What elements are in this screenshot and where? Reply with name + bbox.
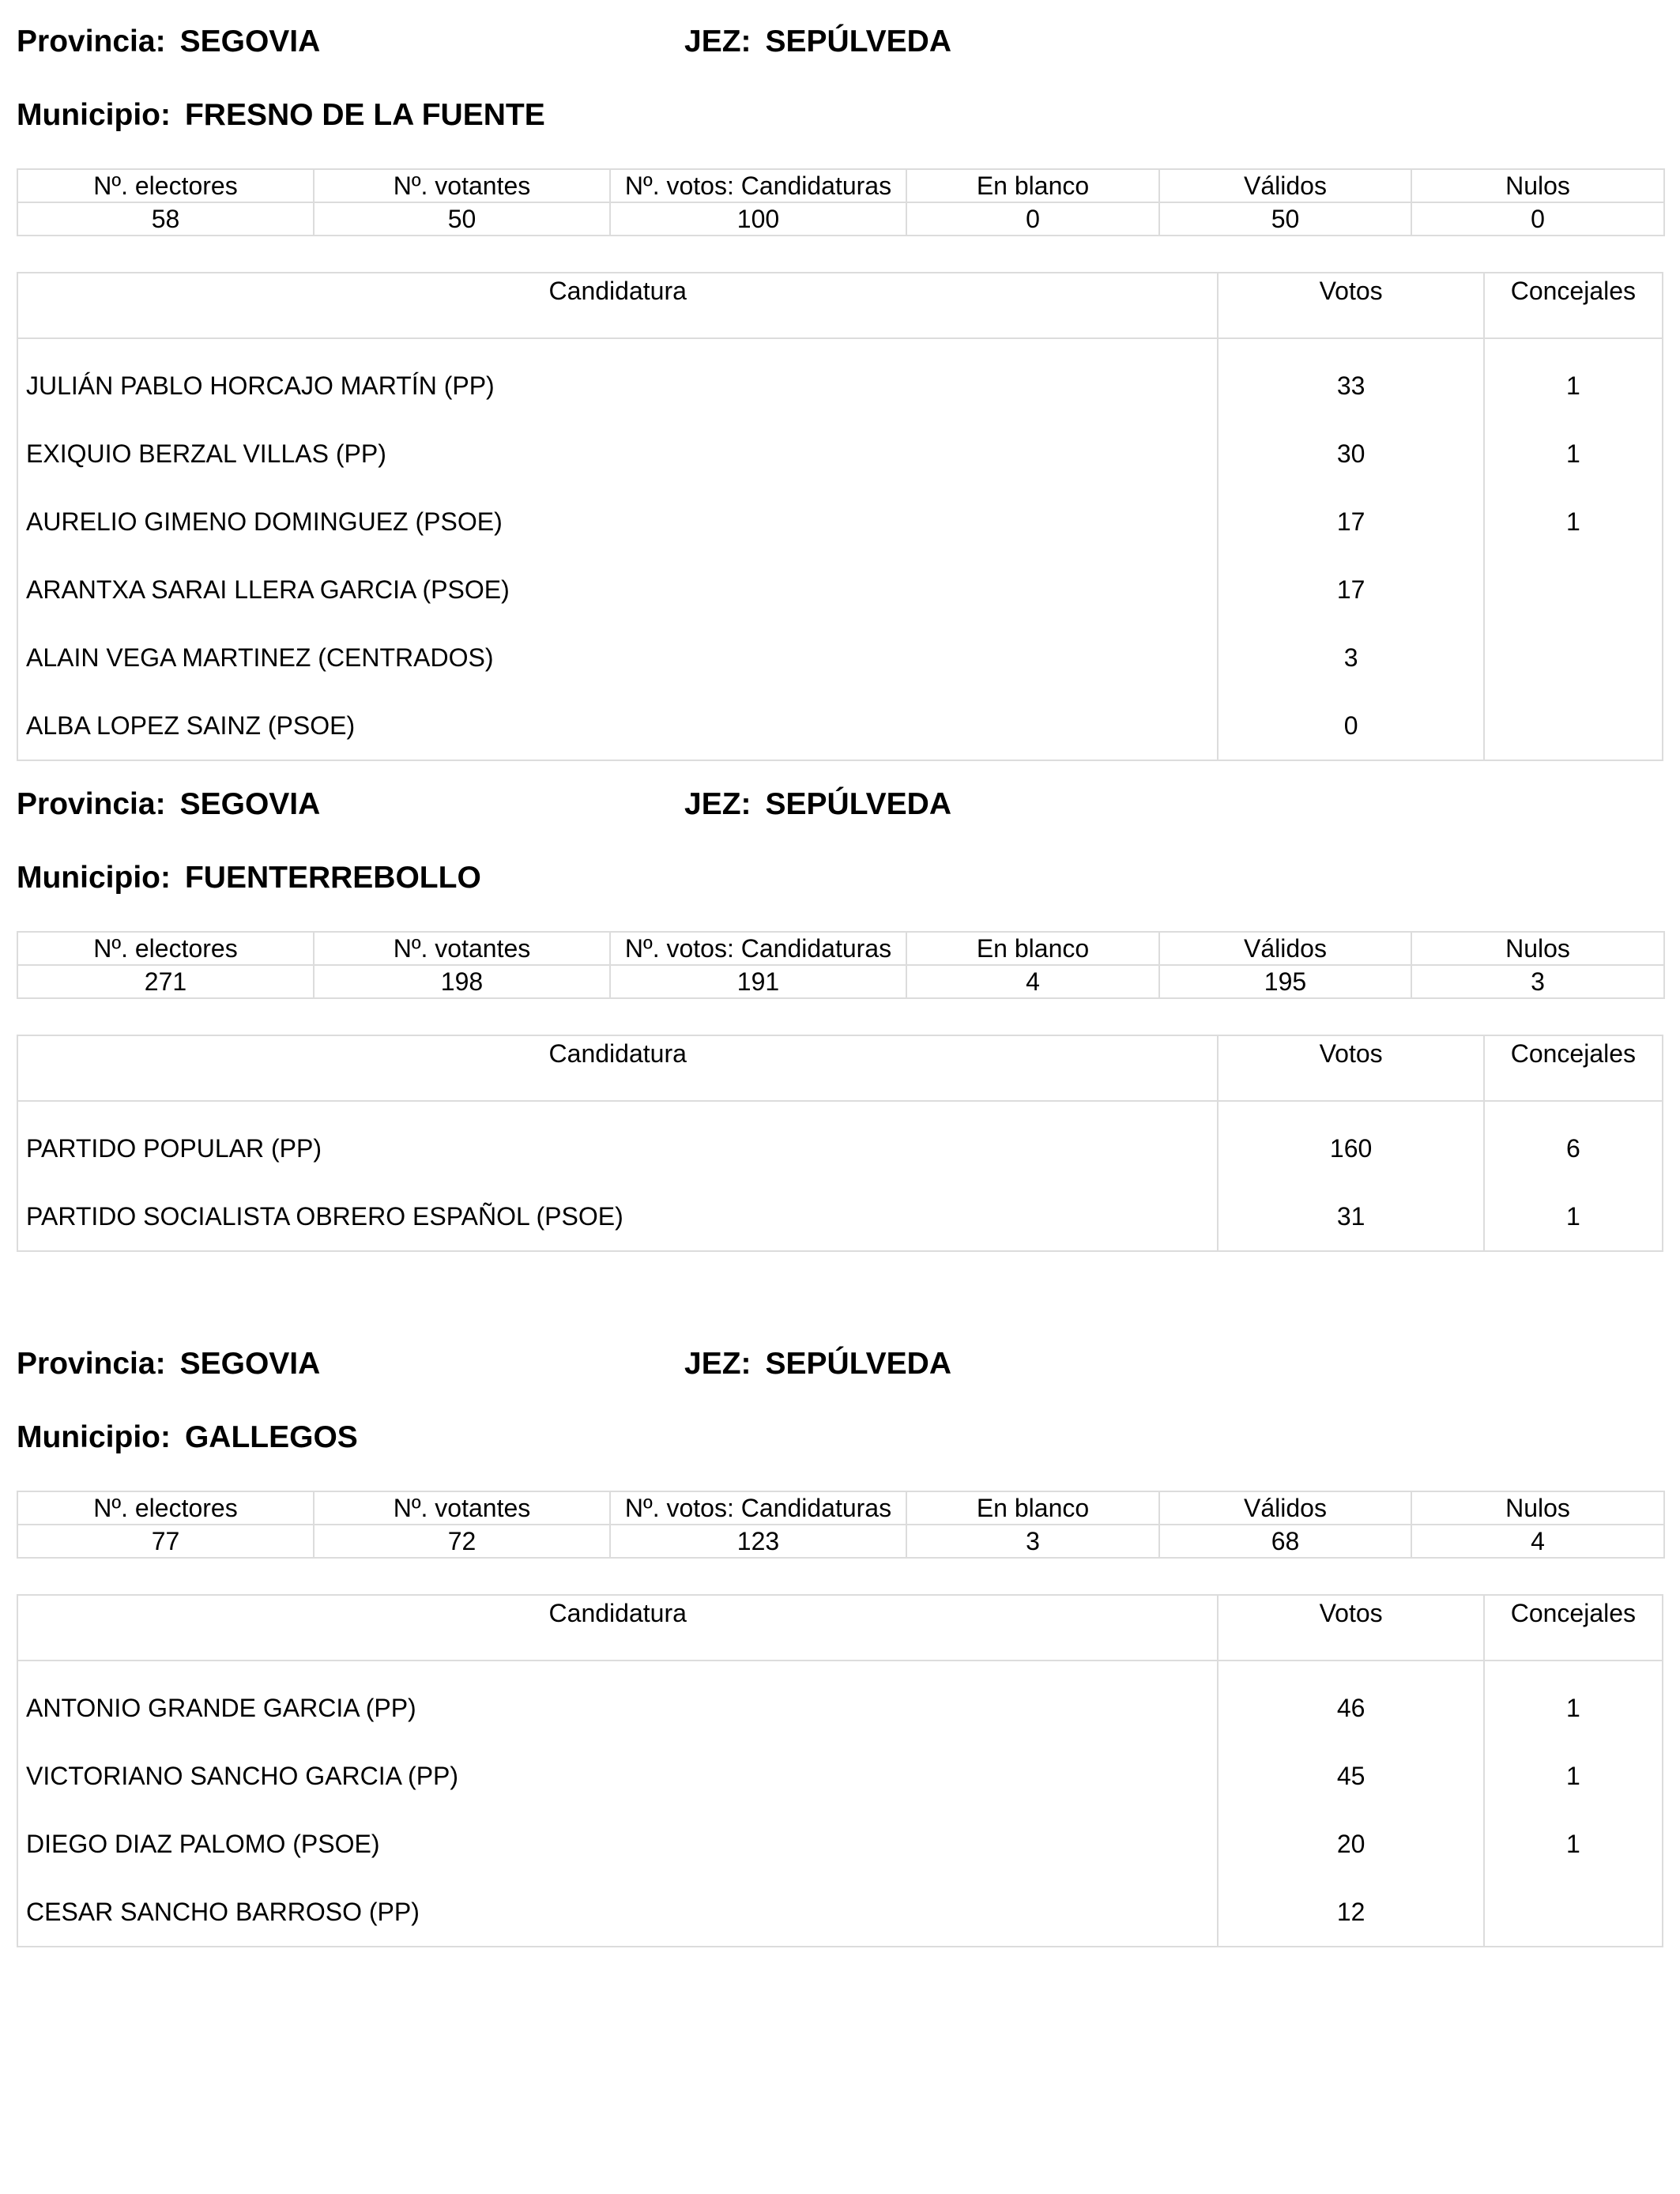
jez-label: JEZ: bbox=[684, 787, 751, 821]
municipio-value: GALLEGOS bbox=[184, 1420, 358, 1454]
candidate-concejales: 6 bbox=[1484, 1101, 1663, 1182]
municipio-label: Municipio: bbox=[17, 1420, 171, 1454]
jez-value: SEPÚLVEDA bbox=[765, 25, 952, 58]
stats-value-row bbox=[17, 1525, 1664, 1558]
stats-nulos: 0 bbox=[1411, 202, 1664, 236]
stats-header-nulos: Nulos bbox=[1411, 1491, 1664, 1525]
candidate-votos: 31 bbox=[1218, 1182, 1483, 1251]
candidate-votos: 30 bbox=[1218, 420, 1483, 488]
candidate-votos: 17 bbox=[1218, 556, 1483, 624]
stats-header-votantes: Nº. votantes bbox=[314, 169, 610, 202]
provincia-label: Provincia: bbox=[17, 787, 166, 821]
candidate-name: PARTIDO POPULAR (PP) bbox=[17, 1101, 1218, 1182]
municipio-line bbox=[17, 97, 545, 134]
candidate-concejales bbox=[1484, 1878, 1663, 1947]
candidate-row bbox=[17, 420, 1663, 488]
stats-header-validos: Válidos bbox=[1159, 932, 1411, 965]
provincia-value: SEGOVIA bbox=[179, 1347, 321, 1381]
candidate-votos: 0 bbox=[1218, 692, 1483, 760]
stats-header-electores: Nº. electores bbox=[17, 1491, 314, 1525]
jez-value: SEPÚLVEDA bbox=[765, 1347, 952, 1381]
candidate-concejales: 1 bbox=[1484, 1182, 1663, 1251]
candidate-name: CESAR SANCHO BARROSO (PP) bbox=[17, 1878, 1218, 1947]
candidate-votos: 3 bbox=[1218, 624, 1483, 692]
stats-header-electores: Nº. electores bbox=[17, 169, 314, 202]
stats-header-en-blanco: En blanco bbox=[906, 1491, 1159, 1525]
candidates-table bbox=[17, 1594, 1663, 1947]
stats-validos: 195 bbox=[1159, 965, 1411, 998]
municipio-label: Municipio: bbox=[17, 98, 171, 132]
stats-value-row bbox=[17, 202, 1664, 236]
stats-header-votos-candidaturas: Nº. votos: Candidaturas bbox=[610, 1491, 906, 1525]
municipio-value: FRESNO DE LA FUENTE bbox=[184, 98, 545, 132]
provincia-label: Provincia: bbox=[17, 25, 166, 58]
jez-label: JEZ: bbox=[684, 1347, 751, 1381]
candidate-row bbox=[17, 1878, 1663, 1947]
municipio-value: FUENTERREBOLLO bbox=[184, 861, 481, 895]
stats-header-row bbox=[17, 932, 1664, 965]
stats-header-en-blanco: En blanco bbox=[906, 169, 1159, 202]
candidates-header-row bbox=[17, 1035, 1663, 1101]
candidate-concejales bbox=[1484, 692, 1663, 760]
stats-votos-candidaturas: 123 bbox=[610, 1525, 906, 1558]
candidate-concejales bbox=[1484, 556, 1663, 624]
candidate-name: AURELIO GIMENO DOMINGUEZ (PSOE) bbox=[17, 488, 1218, 556]
stats-en-blanco: 3 bbox=[906, 1525, 1159, 1558]
provincia-line bbox=[17, 1346, 320, 1382]
stats-votos-candidaturas: 191 bbox=[610, 965, 906, 998]
stats-votantes: 50 bbox=[314, 202, 610, 236]
stats-header-votantes: Nº. votantes bbox=[314, 932, 610, 965]
candidate-name: JULIÁN PABLO HORCAJO MARTÍN (PP) bbox=[17, 338, 1218, 420]
stats-header-en-blanco: En blanco bbox=[906, 932, 1159, 965]
candidate-votos: 160 bbox=[1218, 1101, 1483, 1182]
stats-votantes: 198 bbox=[314, 965, 610, 998]
stats-table bbox=[17, 168, 1665, 236]
candidate-row bbox=[17, 1810, 1663, 1878]
candidate-name: ANTONIO GRANDE GARCIA (PP) bbox=[17, 1661, 1218, 1742]
stats-validos: 68 bbox=[1159, 1525, 1411, 1558]
header-votos: Votos bbox=[1218, 1035, 1483, 1101]
stats-header-votos-candidaturas: Nº. votos: Candidaturas bbox=[610, 169, 906, 202]
candidate-name: ALBA LOPEZ SAINZ (PSOE) bbox=[17, 692, 1218, 760]
jez-label: JEZ: bbox=[684, 25, 751, 58]
municipio-line bbox=[17, 860, 481, 896]
stats-header-electores: Nº. electores bbox=[17, 932, 314, 965]
stats-header-validos: Válidos bbox=[1159, 169, 1411, 202]
header-concejales: Concejales bbox=[1484, 1035, 1663, 1101]
candidates-header-row bbox=[17, 273, 1663, 338]
candidate-row bbox=[17, 1182, 1663, 1251]
candidate-votos: 20 bbox=[1218, 1810, 1483, 1878]
stats-table bbox=[17, 1491, 1665, 1559]
stats-header-nulos: Nulos bbox=[1411, 169, 1664, 202]
candidate-row bbox=[17, 1742, 1663, 1810]
candidates-header-row bbox=[17, 1595, 1663, 1661]
jez-line bbox=[684, 1346, 951, 1382]
stats-electores: 58 bbox=[17, 202, 314, 236]
candidate-concejales: 1 bbox=[1484, 338, 1663, 420]
stats-nulos: 4 bbox=[1411, 1525, 1664, 1558]
stats-header-votantes: Nº. votantes bbox=[314, 1491, 610, 1525]
provincia-line bbox=[17, 786, 320, 823]
stats-electores: 77 bbox=[17, 1525, 314, 1558]
candidate-votos: 12 bbox=[1218, 1878, 1483, 1947]
candidate-concejales bbox=[1484, 624, 1663, 692]
jez-line bbox=[684, 24, 951, 60]
stats-header-votos-candidaturas: Nº. votos: Candidaturas bbox=[610, 932, 906, 965]
provincia-value: SEGOVIA bbox=[179, 787, 321, 821]
candidate-row bbox=[17, 692, 1663, 760]
header-votos: Votos bbox=[1218, 273, 1483, 338]
jez-value: SEPÚLVEDA bbox=[765, 787, 952, 821]
candidate-votos: 46 bbox=[1218, 1661, 1483, 1742]
candidate-votos: 33 bbox=[1218, 338, 1483, 420]
candidate-row bbox=[17, 1101, 1663, 1182]
stats-header-row bbox=[17, 1491, 1664, 1525]
stats-nulos: 3 bbox=[1411, 965, 1664, 998]
provincia-label: Provincia: bbox=[17, 1347, 166, 1381]
candidate-concejales: 1 bbox=[1484, 1661, 1663, 1742]
stats-votos-candidaturas: 100 bbox=[610, 202, 906, 236]
header-concejales: Concejales bbox=[1484, 1595, 1663, 1661]
candidate-row bbox=[17, 624, 1663, 692]
provincia-line bbox=[17, 24, 320, 60]
candidate-votos: 45 bbox=[1218, 1742, 1483, 1810]
stats-electores: 271 bbox=[17, 965, 314, 998]
stats-validos: 50 bbox=[1159, 202, 1411, 236]
candidate-name: EXIQUIO BERZAL VILLAS (PP) bbox=[17, 420, 1218, 488]
candidate-name: PARTIDO SOCIALISTA OBRERO ESPAÑOL (PSOE) bbox=[17, 1182, 1218, 1251]
header-candidatura: Candidatura bbox=[17, 273, 1218, 338]
candidate-name: VICTORIANO SANCHO GARCIA (PP) bbox=[17, 1742, 1218, 1810]
stats-value-row bbox=[17, 965, 1664, 998]
candidate-concejales: 1 bbox=[1484, 488, 1663, 556]
candidate-row bbox=[17, 488, 1663, 556]
stats-header-nulos: Nulos bbox=[1411, 932, 1664, 965]
candidate-row bbox=[17, 556, 1663, 624]
candidate-concejales: 1 bbox=[1484, 1810, 1663, 1878]
jez-line bbox=[684, 786, 951, 823]
candidate-row bbox=[17, 338, 1663, 420]
municipio-line bbox=[17, 1419, 358, 1456]
stats-header-row bbox=[17, 169, 1664, 202]
candidate-name: DIEGO DIAZ PALOMO (PSOE) bbox=[17, 1810, 1218, 1878]
stats-header-validos: Válidos bbox=[1159, 1491, 1411, 1525]
candidate-row bbox=[17, 1661, 1663, 1742]
stats-table bbox=[17, 931, 1665, 999]
candidates-table bbox=[17, 272, 1663, 761]
stats-en-blanco: 0 bbox=[906, 202, 1159, 236]
candidates-table bbox=[17, 1035, 1663, 1252]
candidate-concejales: 1 bbox=[1484, 420, 1663, 488]
candidate-votos: 17 bbox=[1218, 488, 1483, 556]
header-concejales: Concejales bbox=[1484, 273, 1663, 338]
header-candidatura: Candidatura bbox=[17, 1035, 1218, 1101]
header-candidatura: Candidatura bbox=[17, 1595, 1218, 1661]
candidate-concejales: 1 bbox=[1484, 1742, 1663, 1810]
municipio-label: Municipio: bbox=[17, 861, 171, 895]
candidate-name: ARANTXA SARAI LLERA GARCIA (PSOE) bbox=[17, 556, 1218, 624]
candidate-name: ALAIN VEGA MARTINEZ (CENTRADOS) bbox=[17, 624, 1218, 692]
provincia-value: SEGOVIA bbox=[179, 25, 321, 58]
header-votos: Votos bbox=[1218, 1595, 1483, 1661]
stats-en-blanco: 4 bbox=[906, 965, 1159, 998]
stats-votantes: 72 bbox=[314, 1525, 610, 1558]
